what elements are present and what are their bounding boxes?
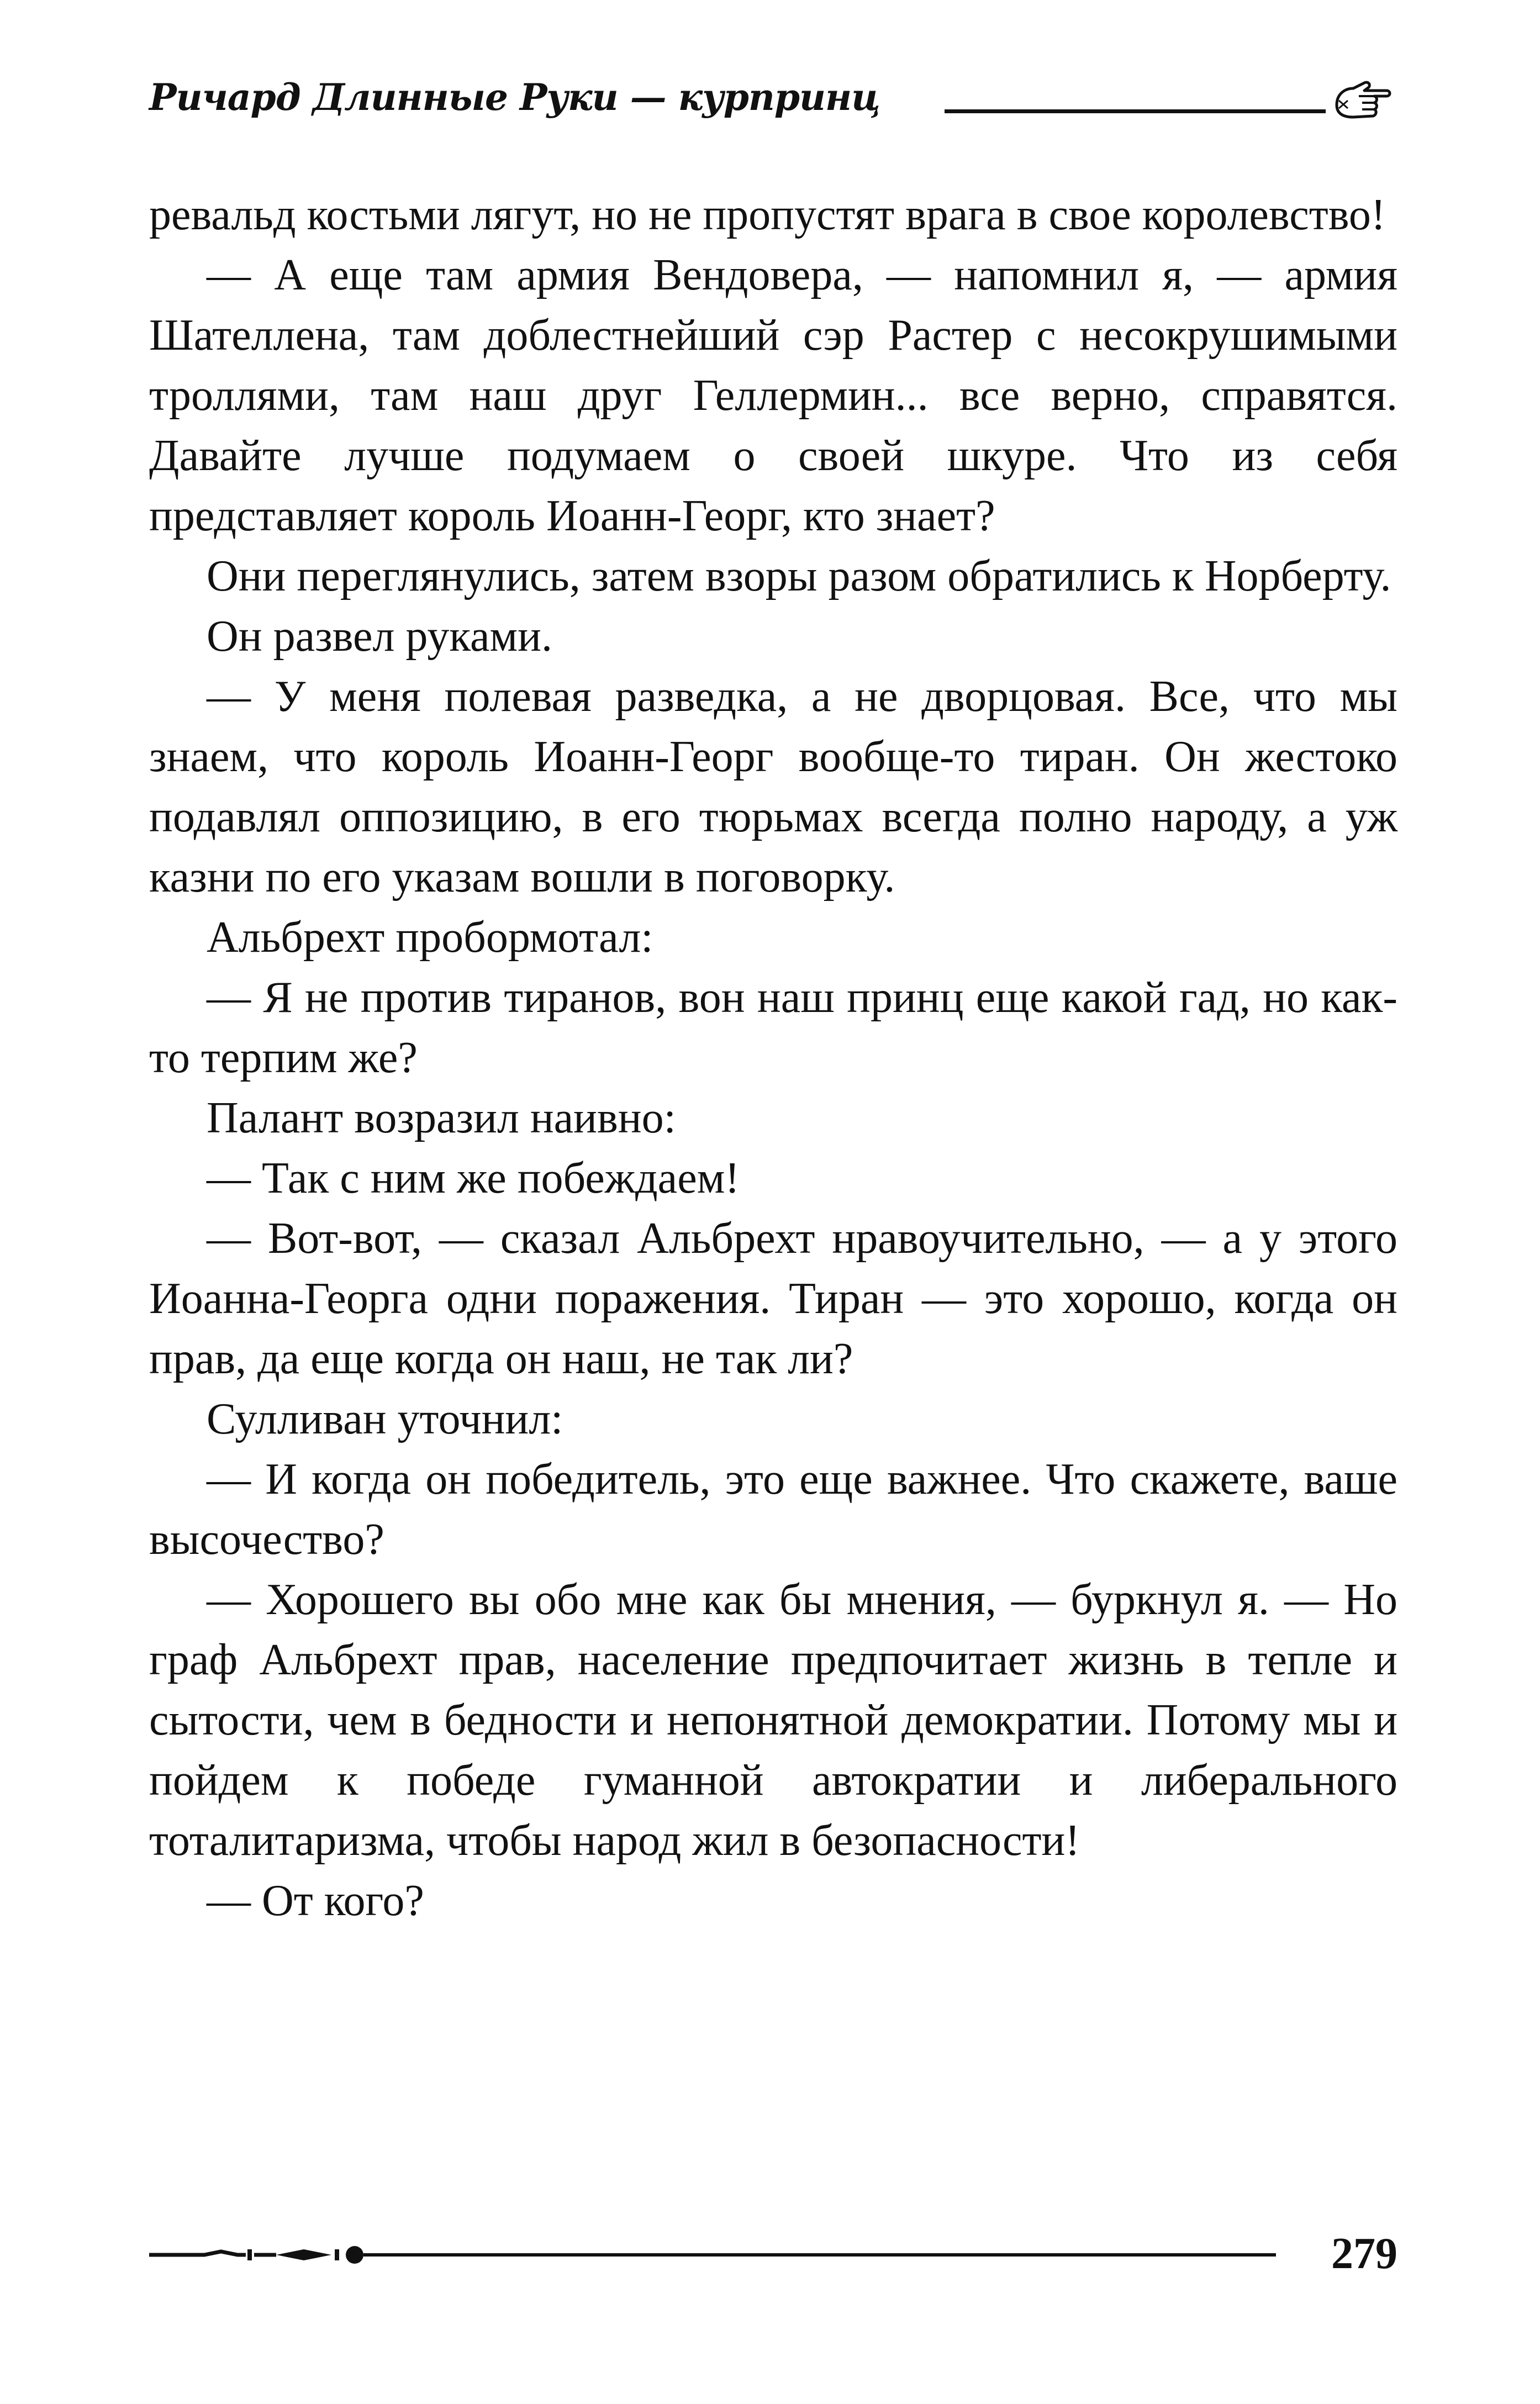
paragraph: Они переглянулись, затем взоры разом обратились к Норберту. [207, 552, 1391, 600]
paragraph: Он развел руками. [207, 612, 552, 661]
paragraph: — Вот-вот, — сказал Альбрехт нравоучительно, — а у этого Иоанна-Георга одни поражения. Тиран — это хорошо, когда он прав, да еще когда он наш, не так ли? [149, 1214, 1397, 1383]
header-rule [945, 109, 1326, 113]
running-title: Ричард Длинные Руки — курпринц [149, 76, 880, 119]
page-header [149, 72, 1397, 138]
body-text [149, 185, 1397, 1931]
pointing-hand-icon [1331, 72, 1397, 133]
paragraph: — У меня полевая разведка, а не дворцовая. Все, что мы знаем, что король Иоанн-Георг вообще-то тиран. Он жестоко подавлял оппозицию, в его тюрьмах всегда полно народу, а уж казни по его указам вошли в поговорку. [149, 672, 1397, 902]
paragraph: — Я не против тиранов, вон наш принц еще какой гад, но как-то терпим же? [149, 973, 1397, 1082]
paragraph: Палант возразил наивно: [207, 1094, 676, 1142]
decorative-rule-ornament-icon [149, 2237, 1276, 2270]
paragraph: — А еще там армия Вендовера, — напомнил я, — армия Шателлена, там доблестнейший сэр Растер с несокрушимыми троллями, там наш друг Геллермин... все верно, справятся. Давайте лучше подумаем о своей шкуре. Что из себя представляет король Иоанн-Георг, кто знает? [149, 251, 1397, 540]
page-footer [149, 2226, 1397, 2292]
paragraph: — От кого? [207, 1876, 424, 1925]
paragraph: Сулливан уточнил: [207, 1395, 563, 1443]
paragraph: ревальд костьми лягут, но не пропустят врага в свое королевство! [149, 191, 1386, 239]
page-number: 279 [1331, 2229, 1397, 2278]
paragraph: — Так с ним же побеждаем! [207, 1154, 740, 1203]
paragraph: Альбрехт пробормотал: [207, 913, 653, 962]
paragraph: — И когда он победитель, это еще важнее. Что скажете, ваше высочество? [149, 1455, 1397, 1564]
paragraph: — Хорошего вы обо мне как бы мнения, — буркнул я. — Но граф Альбрехт прав, население предпочитает жизнь в тепле и сытости, чем в бедности и непонятной демократии. Потому мы и пойдем к победе гуманной автократии и либерального тоталитаризма, чтобы народ жил в безопасности! [149, 1575, 1397, 1865]
